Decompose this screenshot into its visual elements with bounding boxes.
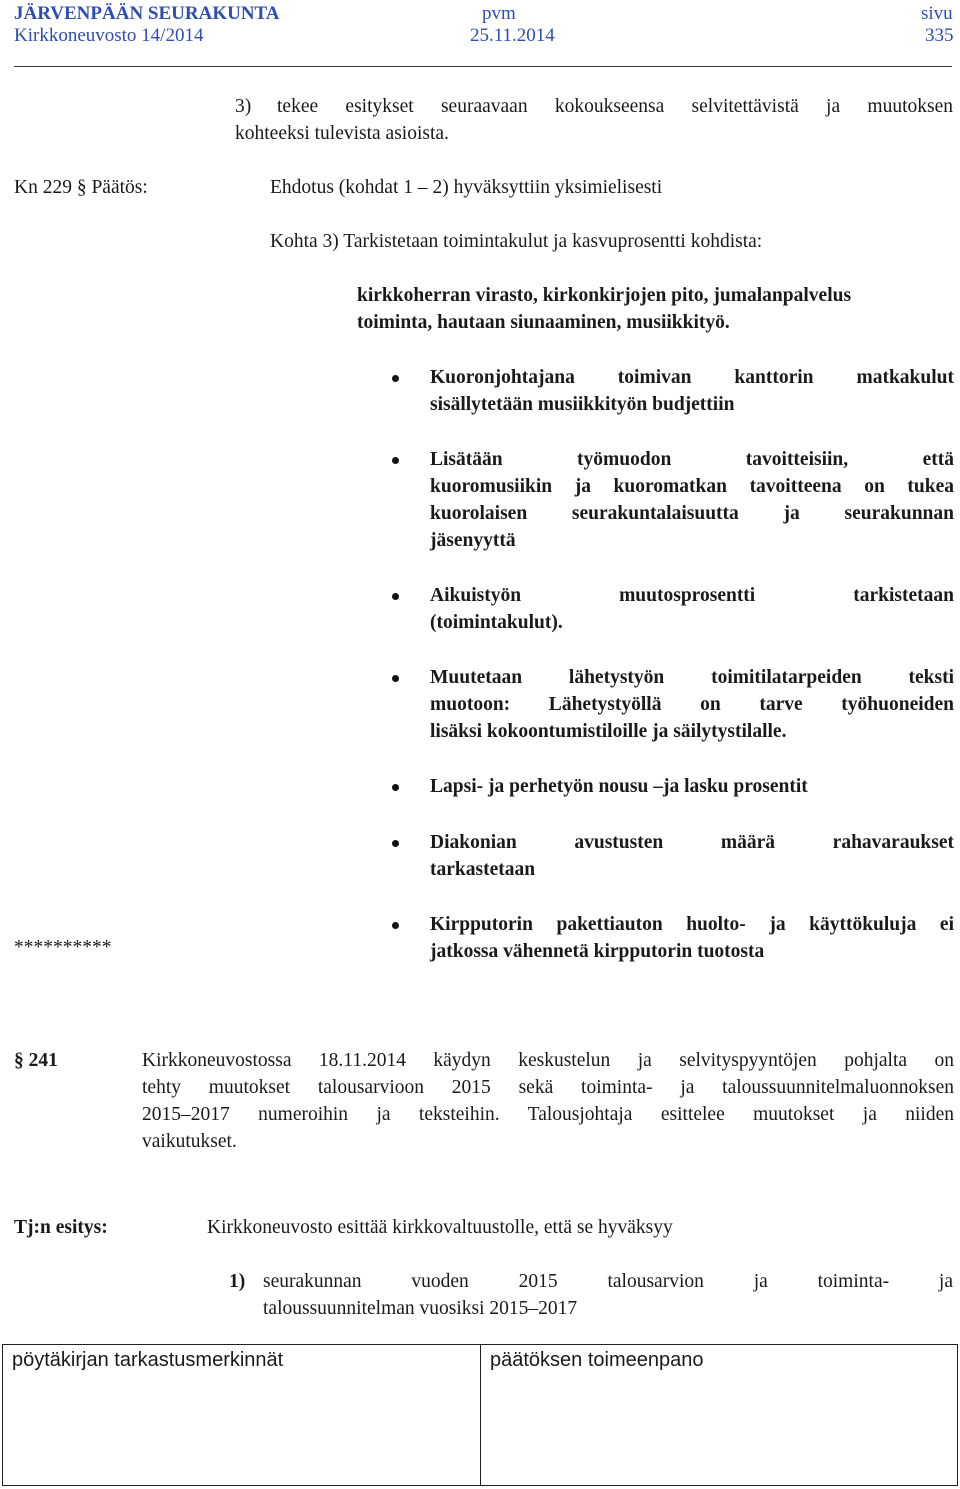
section-241-line3: 2015–2017 numeroihin ja teksteihin. Talousjohtaja esittelee muutokset ja niiden (142, 1104, 954, 1125)
decision-separator: ********** (14, 937, 112, 958)
bullet-1-line: sisällytetään musiikkityön budjettiin (430, 394, 735, 415)
bullet-dot (392, 593, 399, 600)
bullet-3-line: (toimintakulut). (430, 612, 563, 633)
header-date-label: pvm (482, 3, 516, 24)
bullet-dot (392, 922, 399, 929)
header-page-label: sivu (921, 3, 953, 24)
bullet-4-line: Muutetaan lähetystyön toimitilatarpeiden teksti (430, 667, 954, 688)
footer-divider (480, 1344, 481, 1486)
proposal-label: Tj:n esitys: (14, 1217, 108, 1238)
bullet-item-2 (430, 446, 954, 554)
bullet-6-line: tarkastetaan (430, 859, 536, 880)
bullet-dot (392, 784, 399, 791)
proposal-text: Kirkkoneuvosto esittää kirkkovaltuustolle, että se hyväksyy (207, 1217, 673, 1238)
bullet-item-6 (430, 829, 954, 883)
bullet-dot (392, 375, 399, 382)
bullet-item-7 (430, 911, 954, 965)
header-page: 335 (925, 25, 954, 46)
bullet-dot (392, 675, 399, 682)
bullet-5-line: Lapsi- ja perhetyön nousu –ja lasku prosentit (430, 776, 808, 797)
decision-label: Kn 229 § Päätös: (14, 177, 148, 198)
decision-line2: Kohta 3) Tarkistetaan toimintakulut ja kasvuprosentti kohdista: (270, 231, 763, 252)
intro-item3-line2: kohteeksi tulevista asioista. (235, 123, 449, 144)
header-rule (14, 66, 952, 67)
bullet-4-line: lisäksi kokoontumistiloille ja säilytystilalle. (430, 721, 787, 742)
bullet-dot (392, 840, 399, 847)
decision-subjects-line2: toiminta, hautaan siunaaminen, musiikkityö. (357, 312, 730, 333)
proposal-item1-number: 1) (229, 1271, 246, 1292)
section-241-label: § 241 (14, 1050, 58, 1071)
bullet-6-line: Diakonian avustusten määrä rahavaraukset (430, 832, 954, 853)
bullet-2-line: kuoromusiikin ja kuoromatkan tavoitteena on tukea (430, 476, 954, 497)
footer-left-label: pöytäkirjan tarkastusmerkinnät (12, 1349, 284, 1371)
bullet-7-line: jatkossa vähennetä kirpputorin tuotosta (430, 941, 765, 962)
section-241-line4: vaikutukset. (142, 1131, 237, 1152)
bullet-2-line: Lisätään työmuodon tavoitteisiin, että (430, 449, 954, 470)
header-org: JÄRVENPÄÄN SEURAKUNTA (14, 3, 280, 24)
bullet-1-line: Kuoronjohtajana toimivan kanttorin matkakulut (430, 367, 954, 388)
header-meeting: Kirkkoneuvosto 14/2014 (14, 25, 204, 46)
intro-item3-number: 3) (235, 96, 252, 117)
decision-line1: Ehdotus (kohdat 1 – 2) hyväksyttiin yksimielisesti (270, 177, 663, 198)
bullet-2-line: kuorolaisen seurakuntalaisuutta ja seurakunnan (430, 503, 954, 524)
bullet-7-line: Kirpputorin pakettiauton huolto- ja käyttökuluja ei (430, 914, 954, 935)
proposal-item1-line2: taloussuunnitelman vuosiksi 2015–2017 (263, 1298, 578, 1319)
bullet-item-4 (430, 664, 954, 745)
bullet-2-line: jäsenyyttä (430, 530, 516, 551)
intro-item3-line1: tekee esitykset seuraavaan kokoukseensa selvitettävistä ja muutoksen (277, 96, 953, 117)
bullet-3-line: Aikuistyön muutosprosentti tarkistetaan (430, 585, 954, 606)
bullet-dot (392, 457, 399, 464)
header-date: 25.11.2014 (470, 25, 555, 46)
bullet-item-5 (430, 773, 954, 800)
bullet-item-3 (430, 582, 954, 636)
bullet-4-line: muotoon: Lähetystyöllä on tarve työhuoneiden (430, 694, 954, 715)
footer-right-label: päätöksen toimeenpano (490, 1349, 704, 1371)
section-241-line2: tehty muutokset talousarvioon 2015 sekä toiminta- ja taloussuunnitelmaluonnoksen (142, 1077, 954, 1098)
bullet-item-1 (430, 364, 954, 418)
decision-subjects-line1: kirkkoherran virasto, kirkonkirjojen pito, jumalanpalvelus (357, 285, 852, 306)
section-241-line1: Kirkkoneuvostossa 18.11.2014 käydyn keskustelun ja selvityspyyntöjen pohjalta on (142, 1050, 954, 1071)
proposal-item1-line1: seurakunnan vuoden 2015 talousarvion ja toiminta- ja (263, 1271, 953, 1292)
